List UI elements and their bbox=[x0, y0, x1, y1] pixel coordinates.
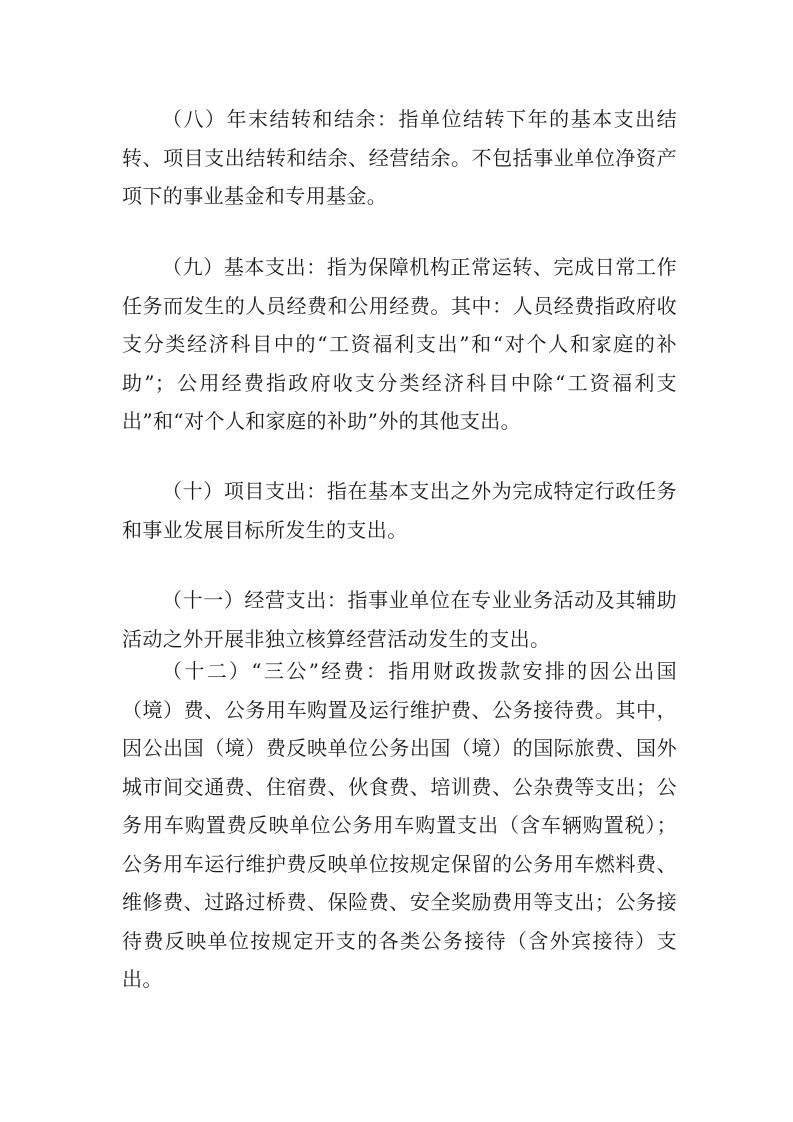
paragraph-business-expenditure: （十一）经营支出：指事业单位在专业业务活动及其辅助活动之外开展非独立核算经营活动发生的支出。 bbox=[122, 588, 677, 651]
paragraph-basic-expenditure: （九）基本支出：指为保障机构正常运转、完成日常工作任务而发生的人员经费和公用经费。其中：人员经费指政府收支分类经济科目中的“工资福利支出”和“对个人和家庭的补助”；公用经费指政府收支分类经济科目中除“工资福利支出”和“对个人和家庭的补助”外的其他支出。 bbox=[122, 255, 677, 433]
paragraph-three-public-expenses: （十二）“三公”经费：指用财政拨款安排的因公出国（境）费、公务用车购置及运行维护费、公务接待费。其中，因公出国（境）费反映单位公务出国（境）的国际旅费、国外城市间交通费、住宿费、伙食费、培训费、公杂费等支出；公务用车购置费反映单位公务用车购置支出（含车辆购置税）；公务用车运行维护费反映单位按规定保留的公务用车燃料费、维修费、过路过桥费、保险费、安全奖励费用等支出；公务接待费反映单位按规定开支的各类公务接待（含外宾接待）支出。 bbox=[122, 659, 677, 991]
paragraph-project-expenditure: （十）项目支出：指在基本支出之外为完成特定行政任务和事业发展目标所发生的支出。 bbox=[122, 479, 677, 542]
paragraph-year-end-carryover: （八）年末结转和结余：指单位结转下年的基本支出结转、项目支出结转和结余、经营结余。不包括事业单位净资产项下的事业基金和专用基金。 bbox=[122, 107, 677, 208]
